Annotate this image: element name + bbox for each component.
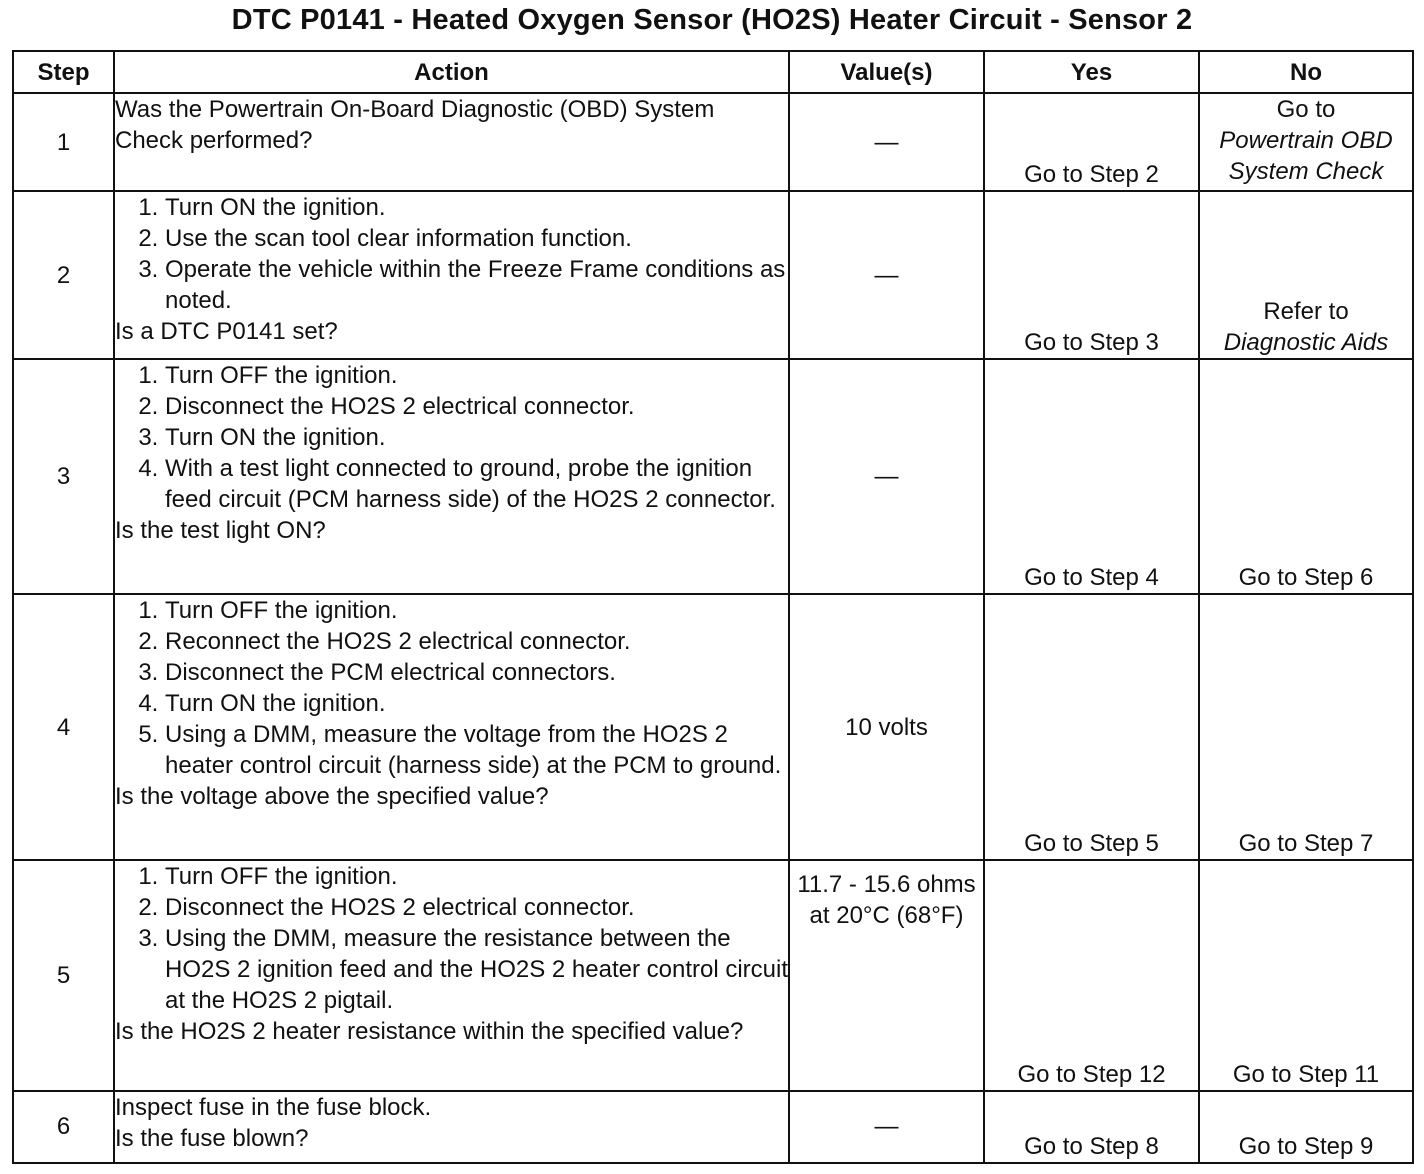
- no-reference: Powertrain OBD System Check: [1219, 127, 1393, 185]
- step-number: 3: [13, 359, 114, 593]
- value-cell: 10 volts: [789, 594, 984, 860]
- value-text: —: [874, 128, 899, 156]
- table-row-step-1: [13, 93, 1413, 191]
- yes-cell: Go to Step 12: [984, 860, 1199, 1090]
- no-prefix: Refer to: [1263, 298, 1349, 326]
- header-row: [13, 51, 1413, 93]
- action-question: Is the HO2S 2 heater resistance within the specified value?: [115, 1018, 744, 1046]
- value-text: —: [874, 463, 899, 491]
- table-row-step-2: [13, 191, 1413, 359]
- step-number: 2: [13, 191, 114, 359]
- no-prefix: Go to: [1276, 96, 1336, 123]
- action-item: 1. Turn ON the ignition.: [165, 192, 788, 223]
- action-item: 3. Operate the vehicle within the Freeze Frame conditions as noted.: [165, 254, 788, 316]
- action-cell: [114, 191, 789, 359]
- action-item: 2. Disconnect the HO2S 2 electrical connector.: [165, 391, 788, 422]
- value-text: —: [874, 1113, 899, 1141]
- table-row-step-4: [13, 594, 1413, 860]
- header-action: Action: [114, 51, 789, 93]
- value-cell: [789, 359, 984, 593]
- table-row-step-3: [13, 359, 1413, 593]
- step-number: 5: [13, 860, 114, 1090]
- action-question: Is the fuse blown?: [115, 1124, 309, 1152]
- action-item: 3. Using the DMM, measure the resistance between the HO2S 2 ignition feed and the HO2S 2 heater control circuit at the HO2S 2 pigtail.: [165, 923, 788, 1016]
- yes-cell: Go to Step 2: [984, 93, 1199, 191]
- action-item: 1. Turn OFF the ignition.: [165, 360, 788, 391]
- action-text: Inspect fuse in the fuse block.: [115, 1093, 432, 1121]
- action-item: 5. Using a DMM, measure the voltage from the HO2S 2 heater control circuit (harness side) at the PCM to ground.: [165, 719, 788, 781]
- no-cell: Go to Step 6: [1199, 359, 1413, 593]
- action-item: 2. Reconnect the HO2S 2 electrical connector.: [165, 626, 788, 657]
- action-item: 4. Turn ON the ignition.: [165, 688, 788, 719]
- table-row-step-6: [13, 1091, 1413, 1163]
- action-cell: [114, 1091, 789, 1163]
- action-item: 1. Turn OFF the ignition.: [165, 595, 788, 626]
- header-step: Step: [13, 51, 114, 93]
- action-item: 3. Turn ON the ignition.: [165, 422, 788, 453]
- header-no: No: [1199, 51, 1413, 93]
- header-values: Value(s): [789, 51, 984, 93]
- diagnostic-table: [12, 50, 1414, 1164]
- action-list: [115, 192, 788, 316]
- action-cell: [114, 594, 789, 860]
- header-yes: Yes: [984, 51, 1199, 93]
- action-item: 3. Disconnect the PCM electrical connectors.: [165, 657, 788, 688]
- value-text: —: [874, 261, 899, 289]
- no-cell: Go to Step 9: [1199, 1091, 1413, 1163]
- action-list: [115, 360, 788, 515]
- no-cell: [1199, 93, 1413, 191]
- action-cell: [114, 860, 789, 1090]
- value-text: 11.7 - 15.6 ohms at 20°C (68°F): [797, 871, 976, 930]
- value-cell: [789, 93, 984, 191]
- action-item: 2. Disconnect the HO2S 2 electrical connector.: [165, 892, 788, 923]
- no-cell: [1199, 191, 1413, 359]
- value-cell: [789, 860, 984, 1090]
- action-item: 2. Use the scan tool clear information function.: [165, 223, 788, 254]
- yes-cell: Go to Step 8: [984, 1091, 1199, 1163]
- no-cell: Go to Step 11: [1199, 860, 1413, 1090]
- action-question: Is the voltage above the specified value?: [115, 782, 549, 810]
- action-item: 1. Turn OFF the ignition.: [165, 861, 788, 892]
- step-number: 6: [13, 1091, 114, 1163]
- action-list: [115, 595, 788, 781]
- action-question: Is a DTC P0141 set?: [115, 318, 338, 346]
- value-cell: [789, 1091, 984, 1163]
- no-cell: Go to Step 7: [1199, 594, 1413, 860]
- yes-cell: Go to Step 4: [984, 359, 1199, 593]
- action-cell: [114, 93, 789, 191]
- yes-cell: Go to Step 3: [984, 191, 1199, 359]
- action-question: Is the test light ON?: [115, 517, 326, 545]
- action-question: Was the Powertrain On-Board Diagnostic (OBD) System Check performed?: [115, 96, 715, 154]
- step-number: 1: [13, 93, 114, 191]
- action-cell: [114, 359, 789, 593]
- action-list: [115, 861, 788, 1016]
- page-title: DTC P0141 - Heated Oxygen Sensor (HO2S) Heater Circuit - Sensor 2: [231, 4, 1193, 36]
- table-row-step-5: [13, 860, 1413, 1090]
- step-number: 4: [13, 594, 114, 860]
- no-reference: Diagnostic Aids: [1223, 329, 1389, 357]
- yes-cell: Go to Step 5: [984, 594, 1199, 860]
- value-cell: [789, 191, 984, 359]
- action-item: 4. With a test light connected to ground, probe the ignition feed circuit (PCM harness side) of the HO2S 2 connector.: [165, 453, 788, 515]
